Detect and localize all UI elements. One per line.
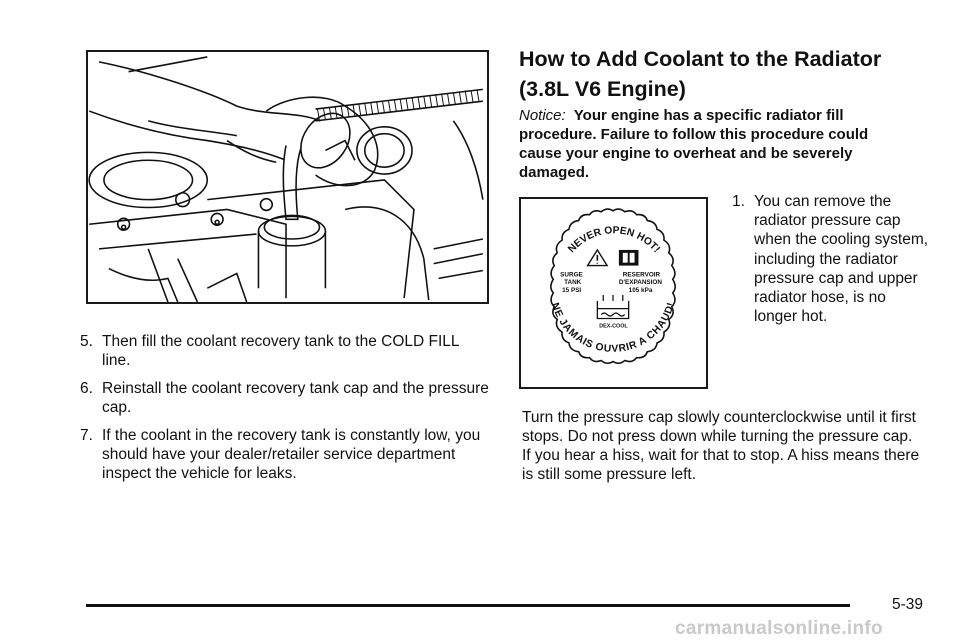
cap-surge-line3: 15 PSI (562, 287, 582, 295)
cap-reservoir-line1: RESERVOIR (622, 271, 661, 279)
cap-surge-line1: SURGE (560, 271, 583, 279)
left-step-list (80, 332, 490, 492)
cap-surge-line2: TANK (564, 279, 582, 287)
step-number: 7. (80, 427, 93, 444)
notice-label: Notice: (519, 107, 566, 124)
engine-drawing (88, 52, 487, 302)
cap-warning-english: NEVER OPEN HOT! (566, 225, 662, 256)
instruction-paragraph: Turn the pressure cap slowly counterclockwise until it first stops. Do not press down while turning the pressure cap. If you hear a hiss, wait for that to stop. A hiss means there is still some pressure left. (522, 409, 920, 483)
step-text: You can remove the radiator pressure cap when the cooling system, including the radiator pressure cap and upper radiator hose, is no longer hot. (754, 193, 929, 326)
pressure-cap-illustration (519, 197, 708, 389)
manual-book-icon (619, 250, 639, 266)
engine-coolant-illustration (86, 50, 489, 304)
svg-text:NEVER OPEN HOT! (566, 225, 662, 255)
cap-warning-french: NE JAMAIS OUVRIR A CHAUD! (548, 301, 678, 356)
notice-text: Your engine has a specific radiator fill procedure. Failure to follow this procedure could cause your engine to overheat and be severely damaged. (519, 107, 869, 181)
cap-reservoir-line2: D'EXPANSION (618, 279, 662, 287)
watermark: carmanualsonline.info (675, 618, 883, 639)
step-number: 6. (80, 380, 93, 397)
section-heading: How to Add Coolant to the Radiator (3.8L V6 Engine) (519, 47, 882, 101)
step-7 (80, 426, 490, 483)
pressure-cap-drawing (521, 199, 706, 387)
notice-block (519, 106, 904, 182)
step-number: 1. (732, 193, 745, 210)
step-text: If the coolant in the recovery tank is constantly low, you should have your dealer/retailer service department inspect the vehicle for leaks. (102, 427, 481, 482)
coolant-level-icon (597, 295, 628, 318)
step-number: 5. (80, 333, 93, 350)
footer-rule (86, 604, 850, 607)
cap-reservoir-line3: 105 kPa (628, 287, 653, 295)
step-6 (80, 379, 490, 417)
cap-coolant-label: DEX-COOL (599, 323, 628, 330)
step-1 (732, 192, 932, 326)
page-number: 5-39 (892, 596, 924, 613)
step-text: Reinstall the coolant recovery tank cap and the pressure cap. (102, 380, 489, 416)
step-text: Then fill the coolant recovery tank to the COLD FILL line. (102, 333, 459, 369)
step-5 (80, 332, 490, 370)
